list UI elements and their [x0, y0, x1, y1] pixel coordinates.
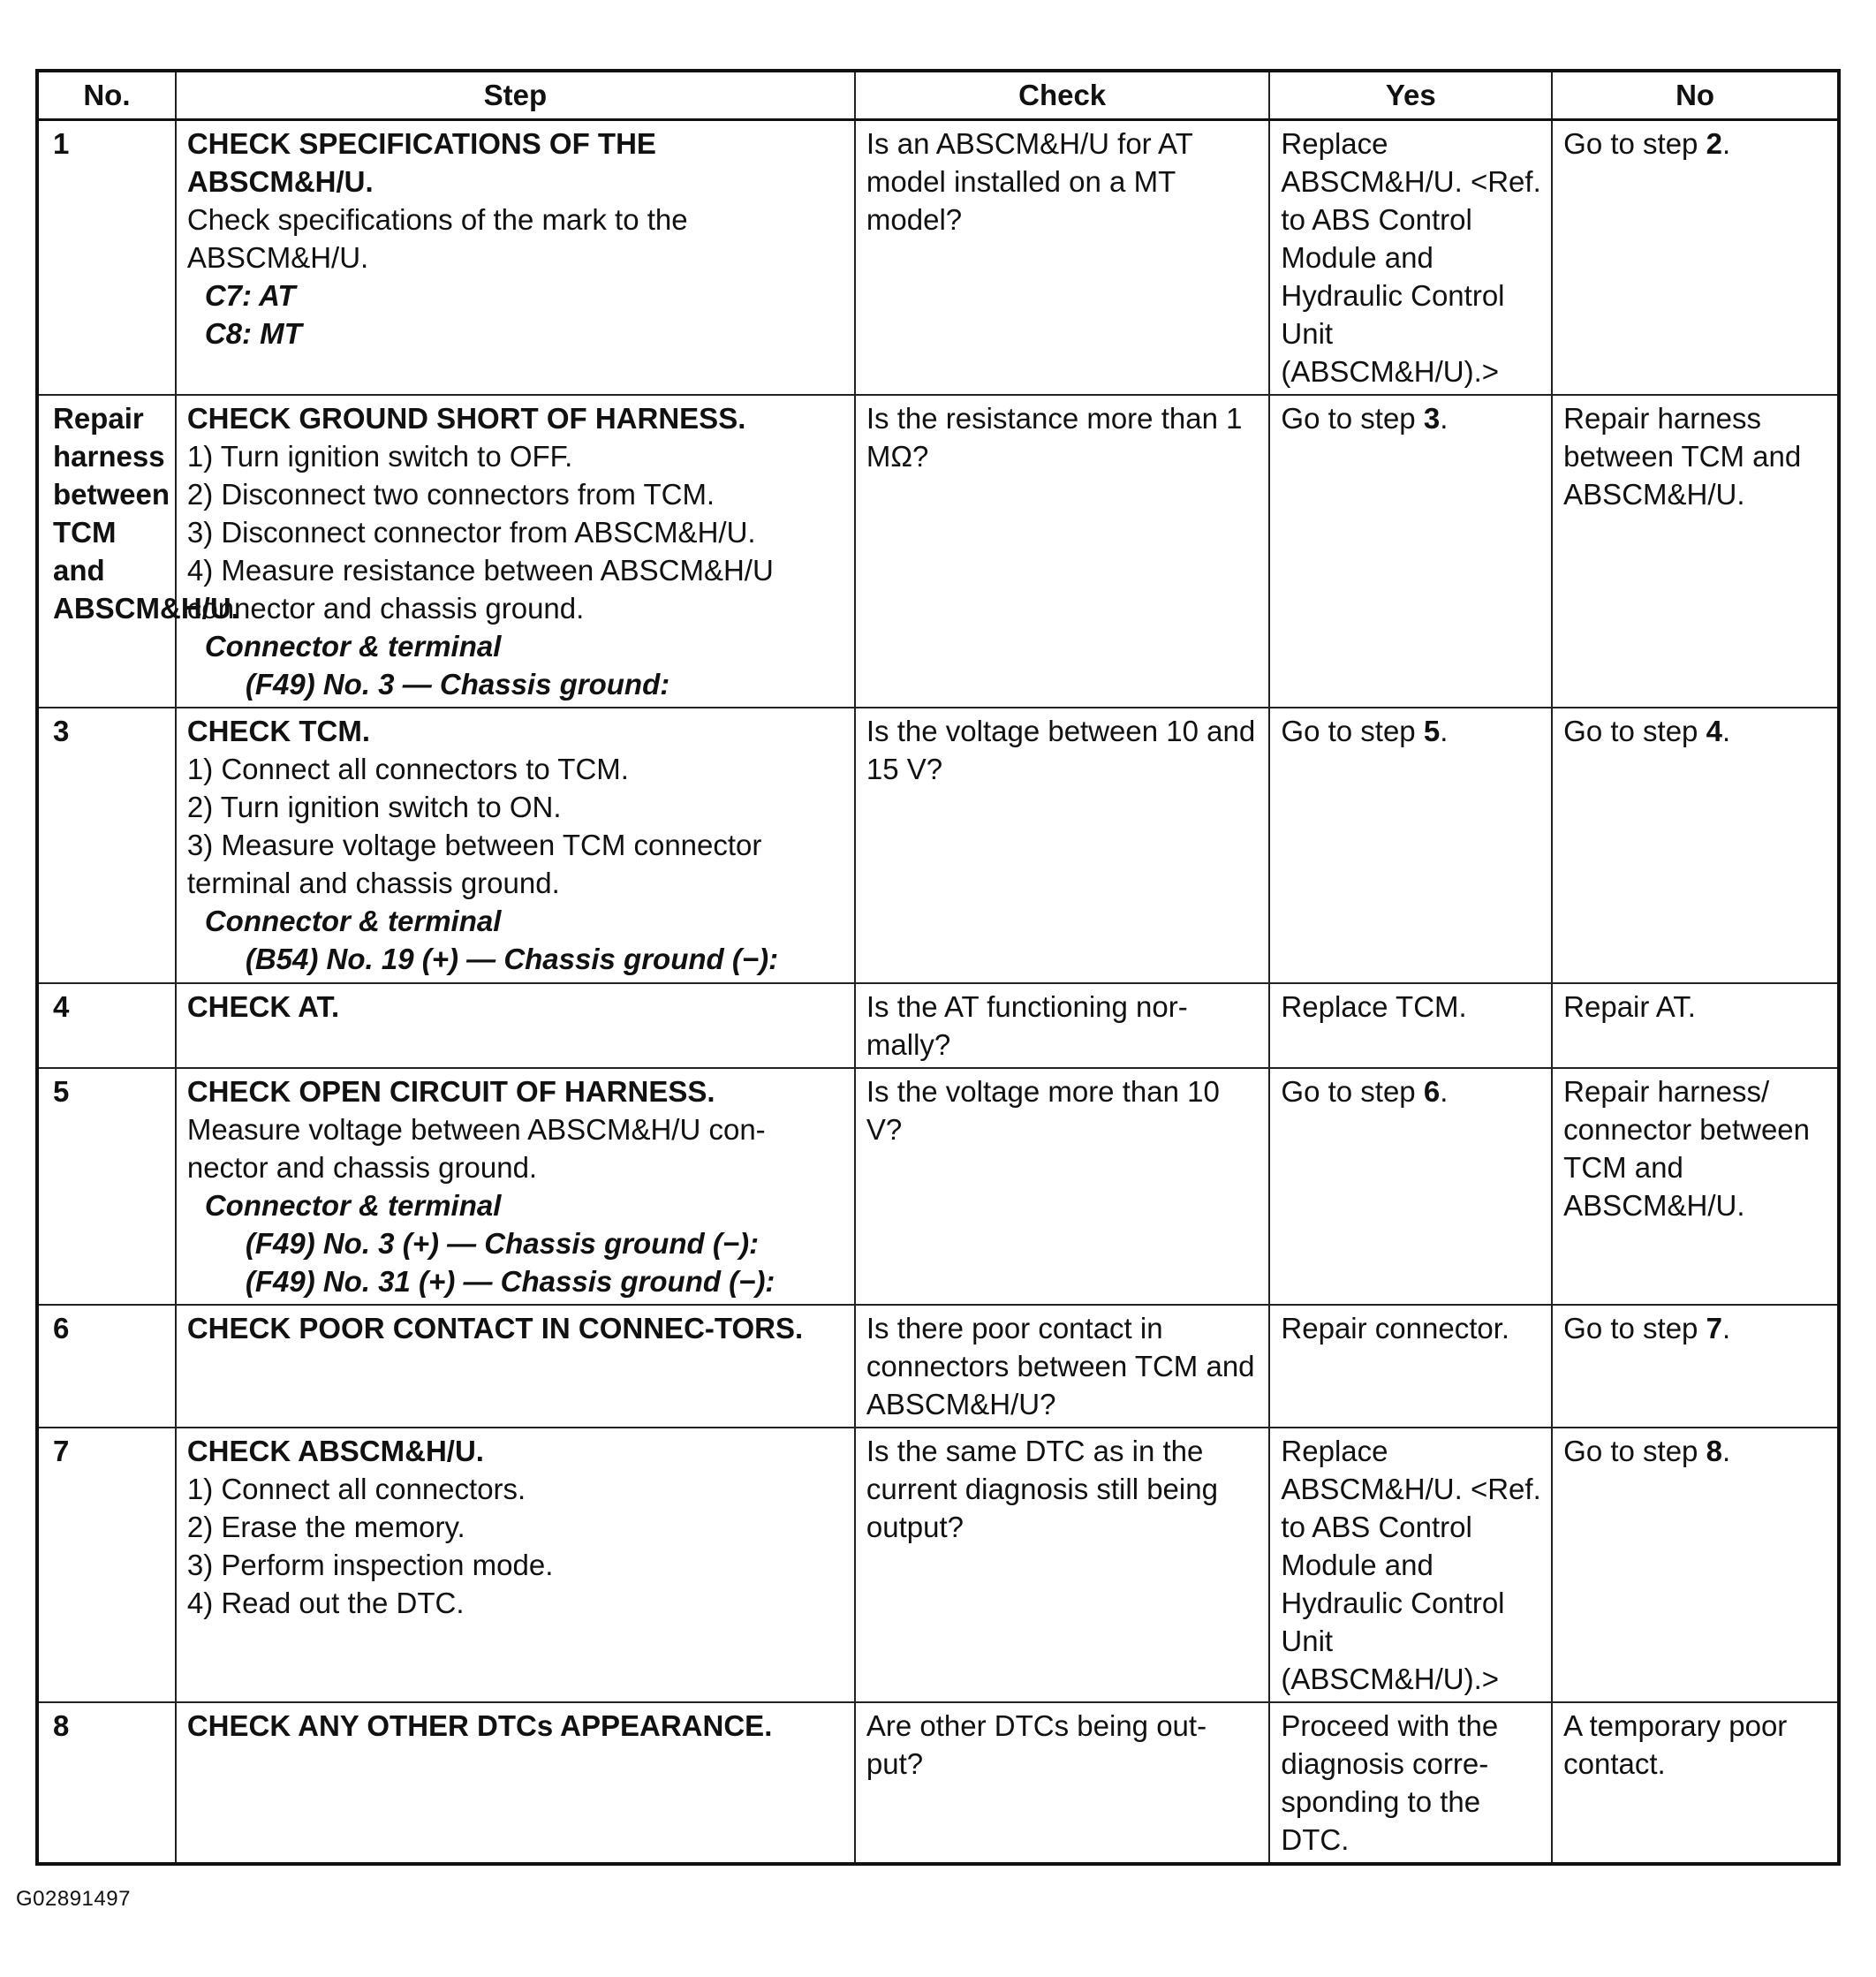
check-cell: Is the voltage between 10 and 15 V? — [855, 708, 1270, 983]
yes-cell: Replace ABSCM&H/U. <Ref. to ABS Control Module and Hydraulic Control Unit (ABSCM&H/U).> — [1269, 1428, 1552, 1702]
step-cell — [176, 1428, 855, 1702]
no-cell — [1552, 1428, 1839, 1702]
yes-text-end: . — [1440, 715, 1449, 747]
row-number: 5 — [37, 1068, 176, 1305]
row-number: Repair harness between TCM and ABSCM&H/U. — [37, 395, 176, 708]
step-title: CHECK GROUND SHORT OF HARNESS. — [186, 402, 746, 435]
row-number: 6 — [37, 1305, 176, 1428]
step-line: 2) Disconnect two connectors from TCM. — [186, 478, 715, 511]
step-ref: 4 — [1706, 715, 1722, 747]
step-line: 1) Turn ignition switch to OFF. — [186, 440, 573, 473]
step-spec: (F49) No. 3 — Chassis ground: — [245, 668, 670, 701]
step-cell — [176, 1305, 855, 1428]
step-line: 3) Disconnect connector from ABSCM&H/U. — [186, 516, 756, 549]
yes-text-end: . — [1440, 402, 1449, 435]
no-text-end: . — [1721, 1312, 1731, 1345]
step-spec: C7: AT — [204, 279, 296, 312]
no-cell: Repair AT. — [1552, 983, 1839, 1068]
check-cell: Is an ABSCM&H/U for AT model installed on a MT model? — [855, 120, 1270, 396]
header-check: Check — [855, 71, 1270, 120]
yes-text: Go to step — [1281, 402, 1424, 435]
check-cell: Are other DTCs being out-put? — [855, 1702, 1270, 1864]
step-spec: C8: MT — [204, 317, 302, 350]
step-line: 4) Read out the DTC. — [186, 1587, 465, 1619]
yes-cell: Proceed with the diagnosis corre-sponding to the DTC. — [1269, 1702, 1552, 1864]
step-ref: 3 — [1423, 402, 1441, 435]
step-cell — [176, 708, 855, 983]
table-row — [37, 983, 1839, 1068]
step-ref: 2 — [1706, 127, 1722, 160]
header-no-answer: No — [1552, 71, 1839, 120]
diagnostic-table — [35, 69, 1841, 1866]
no-cell — [1552, 708, 1839, 983]
no-text: Go to step — [1563, 1435, 1706, 1467]
step-title: CHECK ABSCM&H/U. — [186, 1435, 484, 1467]
yes-cell: Repair connector. — [1269, 1305, 1552, 1428]
table-row — [37, 395, 1839, 708]
yes-cell: Replace ABSCM&H/U. <Ref. to ABS Control Module and Hydraulic Control Unit (ABSCM&H/U).> — [1269, 120, 1552, 396]
yes-cell: Replace TCM. — [1269, 983, 1552, 1068]
step-line: 3) Measure voltage between TCM connector terminal and chassis ground. — [186, 829, 762, 899]
figure-id: G02891497 — [16, 1887, 131, 1911]
step-ref: 6 — [1423, 1075, 1441, 1108]
table-row — [37, 1702, 1839, 1864]
header-row — [37, 71, 1839, 120]
step-title: CHECK AT. — [186, 990, 340, 1023]
no-cell — [1552, 1305, 1839, 1428]
step-ref: 7 — [1706, 1312, 1722, 1345]
step-spec-heading: Connector & terminal — [204, 630, 502, 663]
yes-cell — [1269, 1068, 1552, 1305]
check-cell: Is there poor contact in connectors between TCM and ABSCM&H/U? — [855, 1305, 1270, 1428]
step-title: CHECK POOR CONTACT IN CONNEC-TORS. — [186, 1312, 804, 1345]
step-cell — [176, 1068, 855, 1305]
row-number: 4 — [37, 983, 176, 1068]
row-number: 1 — [37, 120, 176, 396]
yes-cell — [1269, 708, 1552, 983]
yes-cell — [1269, 395, 1552, 708]
step-line: Check specifications of the mark to the ABSCM&H/U. — [186, 203, 688, 274]
step-title: CHECK TCM. — [186, 715, 370, 747]
step-cell — [176, 983, 855, 1068]
step-spec: (B54) No. 19 (+) — Chassis ground (−): — [245, 943, 779, 975]
header-step: Step — [176, 71, 855, 120]
no-text-end: . — [1721, 127, 1731, 160]
table-row — [37, 708, 1839, 983]
no-cell: Repair harness/ connector between TCM and ABSCM&H/U. — [1552, 1068, 1839, 1305]
step-spec-heading: Connector & terminal — [204, 905, 502, 937]
no-text: Go to step — [1563, 127, 1706, 160]
header-yes: Yes — [1269, 71, 1552, 120]
step-line: 1) Connect all connectors to TCM. — [186, 753, 629, 785]
step-spec: (F49) No. 31 (+) — Chassis ground (−): — [245, 1265, 775, 1298]
check-cell: Is the resistance more than 1 MΩ? — [855, 395, 1270, 708]
step-cell — [176, 120, 855, 396]
step-line: 3) Perform inspection mode. — [186, 1549, 554, 1581]
step-title: CHECK ANY OTHER DTCs APPEARANCE. — [186, 1709, 773, 1742]
check-cell: Is the same DTC as in the current diagnosis still being output? — [855, 1428, 1270, 1702]
step-cell — [176, 1702, 855, 1864]
row-number: 8 — [37, 1702, 176, 1864]
step-line: 1) Connect all connectors. — [186, 1473, 526, 1505]
no-text-end: . — [1721, 715, 1731, 747]
step-line: 2) Erase the memory. — [186, 1511, 465, 1543]
yes-text: Go to step — [1281, 715, 1424, 747]
row-number: 7 — [37, 1428, 176, 1702]
yes-text-end: . — [1440, 1075, 1449, 1108]
no-text-end: . — [1721, 1435, 1731, 1467]
check-cell: Is the AT functioning nor-mally? — [855, 983, 1270, 1068]
row-number: 3 — [37, 708, 176, 983]
step-line: 4) Measure resistance between ABSCM&H/U connector and chassis ground. — [186, 554, 774, 625]
no-cell — [1552, 120, 1839, 396]
step-ref: 8 — [1706, 1435, 1722, 1467]
no-text: Go to step — [1563, 715, 1706, 747]
step-line: 2) Turn ignition switch to ON. — [186, 791, 562, 823]
no-cell: Repair harness between TCM and ABSCM&H/U. — [1552, 395, 1839, 708]
no-text: Go to step — [1563, 1312, 1706, 1345]
step-title: CHECK SPECIFICATIONS OF THE ABSCM&H/U. — [186, 127, 656, 198]
table-row — [37, 1428, 1839, 1702]
table-row — [37, 1305, 1839, 1428]
step-line: Measure voltage between ABSCM&H/U con-nector and chassis ground. — [186, 1113, 766, 1184]
table-row — [37, 1068, 1839, 1305]
yes-text: Go to step — [1281, 1075, 1424, 1108]
step-title: CHECK OPEN CIRCUIT OF HARNESS. — [186, 1075, 715, 1108]
step-cell — [176, 395, 855, 708]
check-cell: Is the voltage more than 10 V? — [855, 1068, 1270, 1305]
header-no: No. — [37, 71, 176, 120]
no-cell: A temporary poor contact. — [1552, 1702, 1839, 1864]
step-spec-heading: Connector & terminal — [204, 1189, 502, 1222]
table-row — [37, 120, 1839, 396]
step-spec: (F49) No. 3 (+) — Chassis ground (−): — [245, 1227, 760, 1260]
step-ref: 5 — [1423, 715, 1441, 747]
